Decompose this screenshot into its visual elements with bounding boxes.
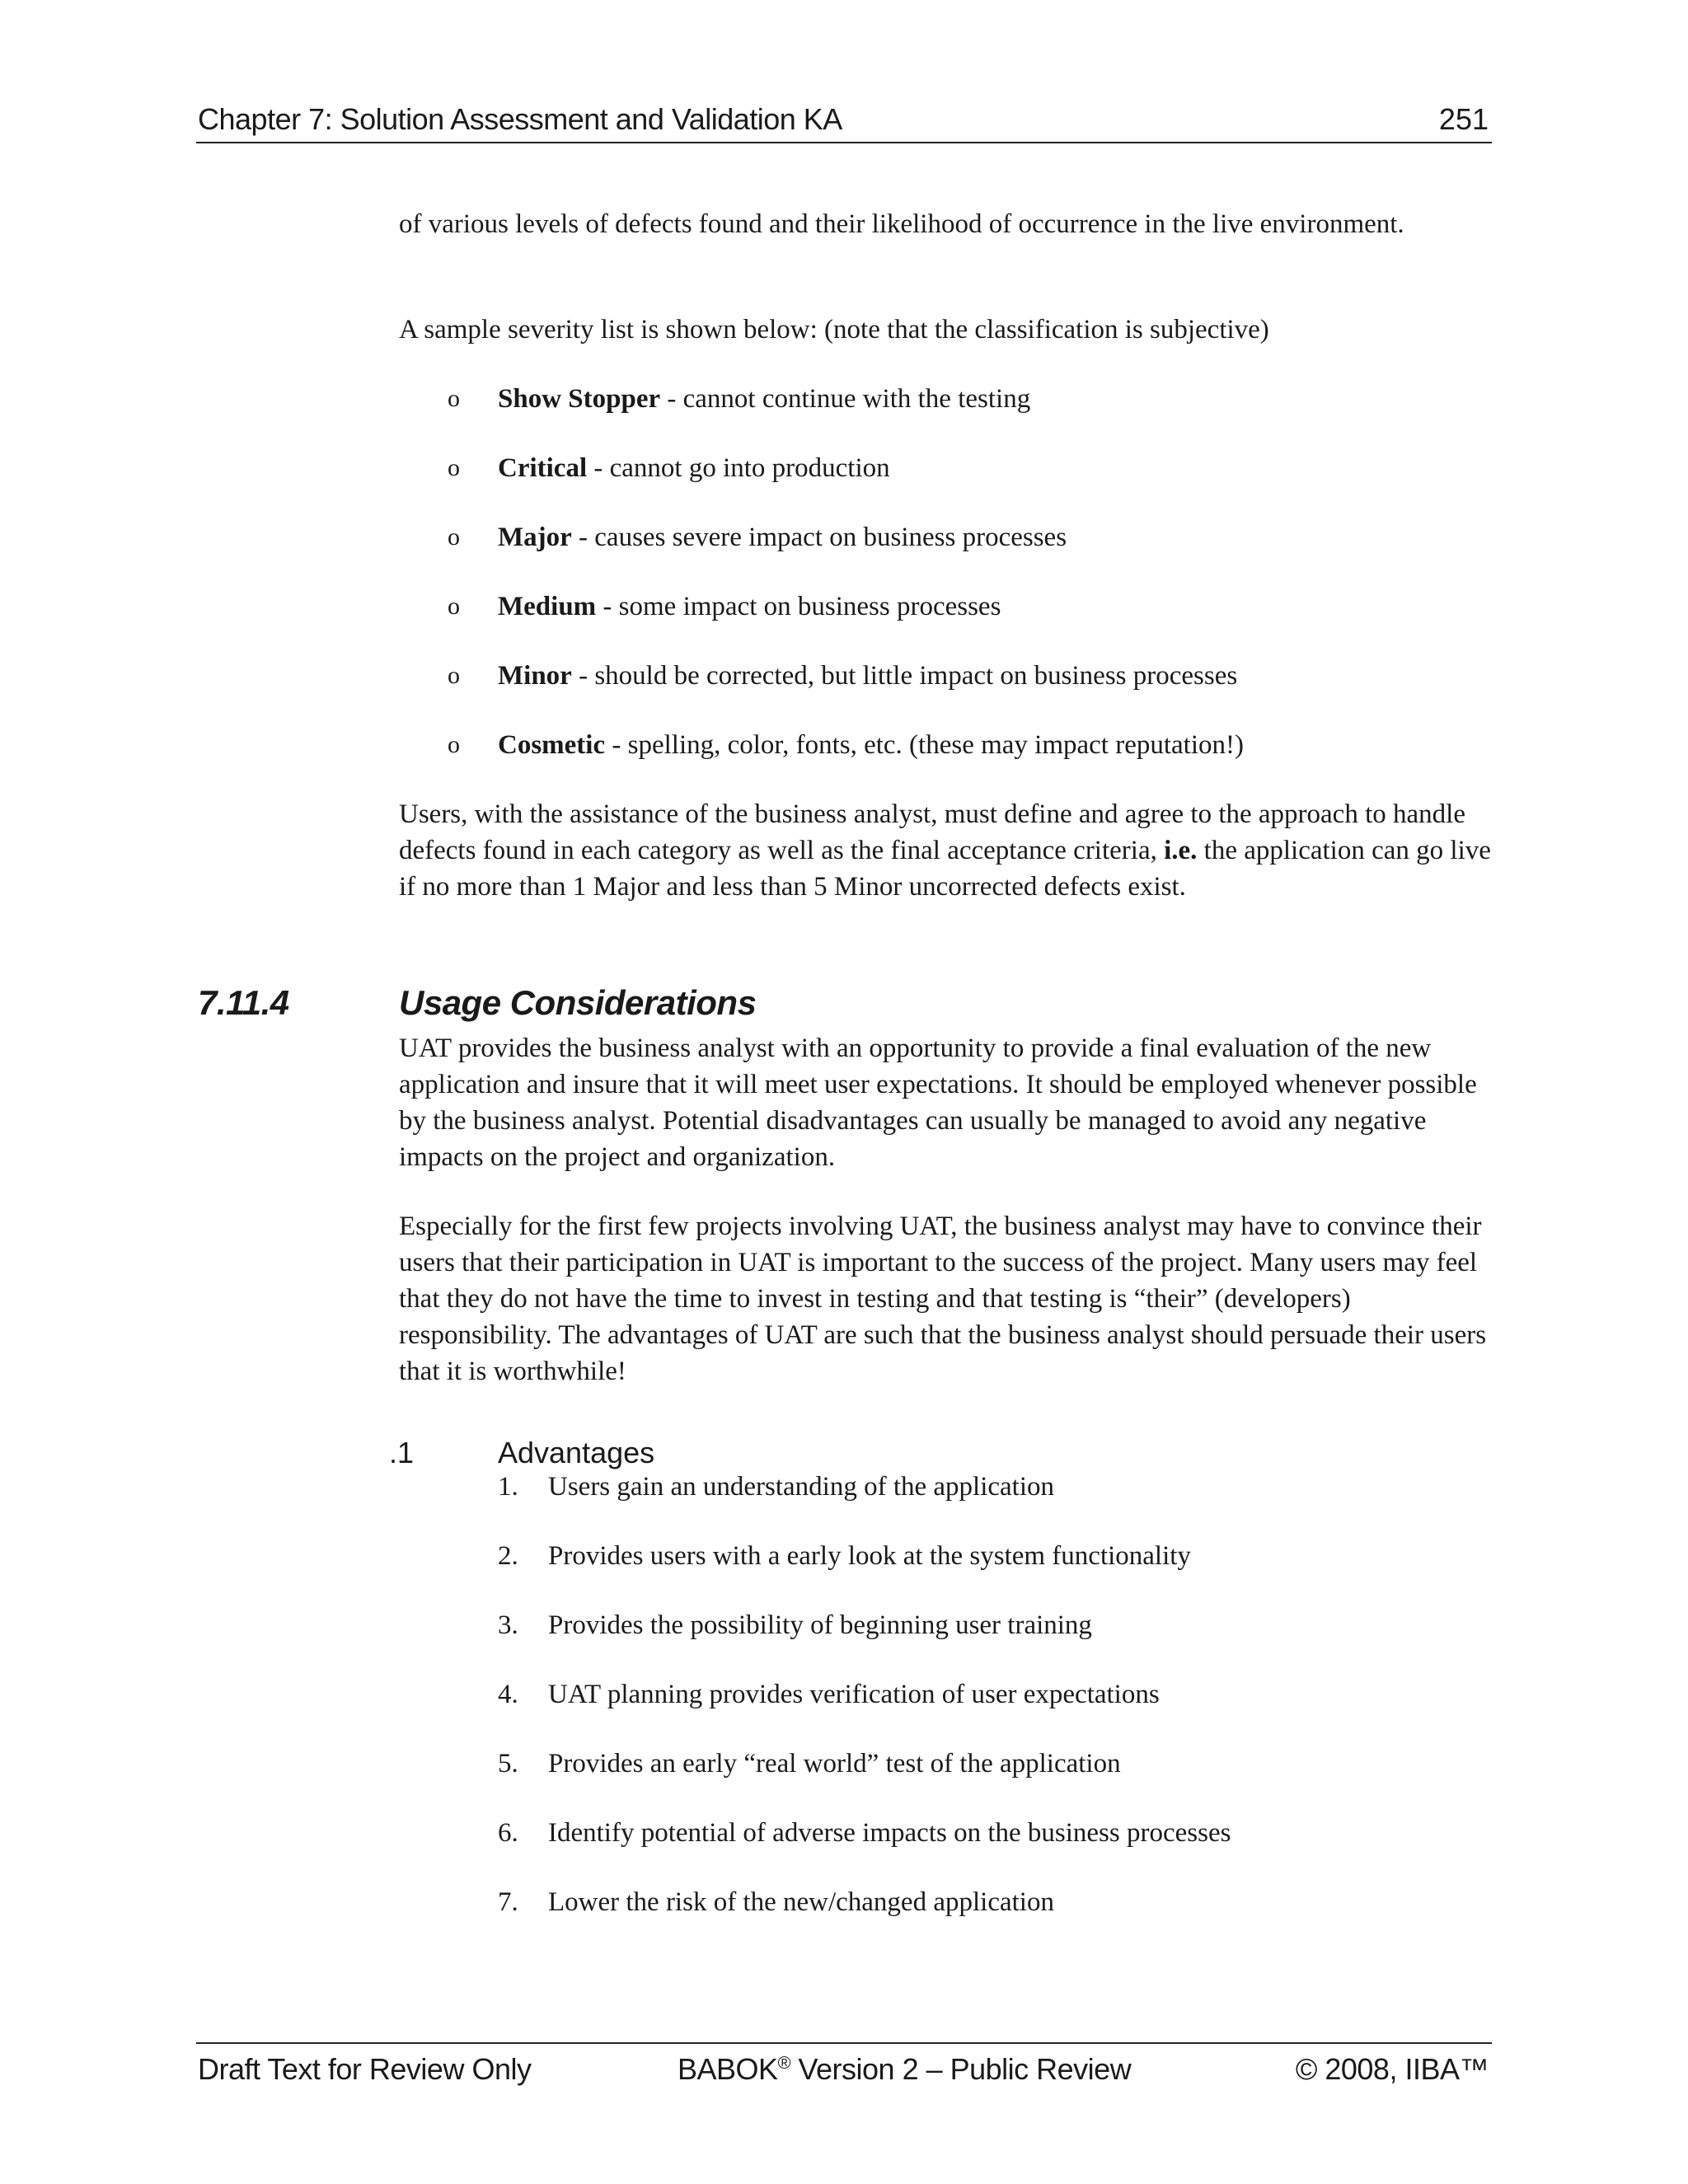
list-item	[448, 727, 1494, 763]
severity-term: Medium	[498, 592, 597, 621]
severity-term: Show Stopper	[498, 384, 661, 414]
severity-intro: A sample severity list is shown below: (note that the classification is subjective)	[399, 315, 1269, 344]
usage-paragraph-1: UAT provides the business analyst with an opportunity to provide a final evaluation of the new application and insure that it will meet user expectations. It should be employed whenever possible by the business analyst. Potential disadvantages can usually be managed to avoid any negative impacts on the project and organization.	[399, 1033, 1477, 1172]
item-text: Identify potential of adverse impacts on the business processes	[548, 1818, 1231, 1848]
copyright-notice: © 2008, IIBA™	[1295, 2052, 1489, 2086]
bullet-marker: o	[448, 662, 460, 689]
item-text: Users gain an understanding of the application	[548, 1472, 1054, 1502]
bullet-marker: o	[448, 385, 460, 412]
item-text: Provides the possibility of beginning user training	[548, 1610, 1092, 1640]
item-number: 3.	[498, 1610, 518, 1640]
item-number: 4.	[498, 1680, 518, 1709]
list-item	[498, 1538, 1495, 1574]
severity-term: Major	[498, 523, 572, 552]
item-number: 6.	[498, 1818, 518, 1848]
acceptance-paragraph: Users, with the assistance of the business analyst, must define and agree to the approach to handle defects found in each category as well as the final acceptance criteria, i.e. the application can go live if no more than 1 Major and less than 5 Minor uncorrected defects exist.	[399, 799, 1491, 902]
list-item	[448, 588, 1494, 625]
list-item	[498, 1469, 1495, 1505]
registered-mark: ®	[777, 2052, 790, 2073]
subsection-number: .1	[389, 1436, 415, 1469]
item-number: 2.	[498, 1541, 518, 1571]
item-text: Lower the risk of the new/changed application	[548, 1887, 1054, 1917]
severity-description: - causes severe impact on business processes	[571, 523, 1067, 552]
list-item	[498, 1815, 1495, 1851]
bullet-marker: o	[448, 593, 460, 620]
severity-description: - cannot go into production	[587, 453, 890, 483]
list-item	[498, 1884, 1495, 1920]
severity-description: - spelling, color, fonts, etc. (these may impact reputation!)	[605, 730, 1244, 760]
list-item	[448, 450, 1494, 486]
severity-description: - should be corrected, but little impact on business processes	[571, 661, 1238, 691]
document-version: BABOK® Version 2 – Public Review	[678, 2052, 1132, 2086]
section-number: 7.11.4	[198, 983, 289, 1022]
severity-description: - cannot continue with the testing	[660, 384, 1031, 414]
severity-description: - some impact on business processes	[596, 592, 1001, 621]
item-number: 1.	[498, 1472, 518, 1502]
item-text: Provides an early “real world” test of the application	[548, 1749, 1121, 1779]
severity-term: Critical	[498, 453, 588, 483]
item-number: 7.	[498, 1887, 518, 1917]
draft-notice: Draft Text for Review Only	[198, 2052, 532, 2086]
list-item	[448, 658, 1494, 694]
usage-paragraph-2: Especially for the first few projects involving UAT, the business analyst may have to convince their users that their participation in UAT is important to the success of the project. Many users may feel that they do not have the time to invest in testing and that testing is “their” (developers) responsibility. The advantages of UAT are such that the business analyst should persuade their users that it is worthwhile!	[399, 1212, 1487, 1386]
page-footer	[196, 2042, 1492, 2092]
bullet-marker: o	[448, 731, 460, 758]
list-item	[448, 519, 1494, 555]
subsection-title: Advantages	[498, 1436, 655, 1469]
severity-term: Minor	[498, 661, 572, 691]
list-item	[498, 1607, 1495, 1643]
emphasis-ie: i.e.	[1164, 836, 1198, 865]
list-item	[498, 1746, 1495, 1782]
continuation-paragraph: of various levels of defects found and their likelihood of occurrence in the live environment.	[399, 209, 1404, 239]
item-text: Provides users with a early look at the system functionality	[548, 1541, 1191, 1571]
list-item	[498, 1676, 1495, 1713]
page-number: 251	[1438, 102, 1489, 136]
bullet-marker: o	[448, 454, 460, 481]
item-text: UAT planning provides verification of user expectations	[548, 1680, 1160, 1709]
page-header	[196, 97, 1492, 143]
chapter-title: Chapter 7: Solution Assessment and Validation KA	[198, 102, 842, 136]
item-number: 5.	[498, 1749, 518, 1779]
severity-term: Cosmetic	[498, 730, 606, 760]
section-title: Usage Considerations	[399, 983, 757, 1022]
list-item	[448, 381, 1494, 417]
bullet-marker: o	[448, 523, 460, 551]
